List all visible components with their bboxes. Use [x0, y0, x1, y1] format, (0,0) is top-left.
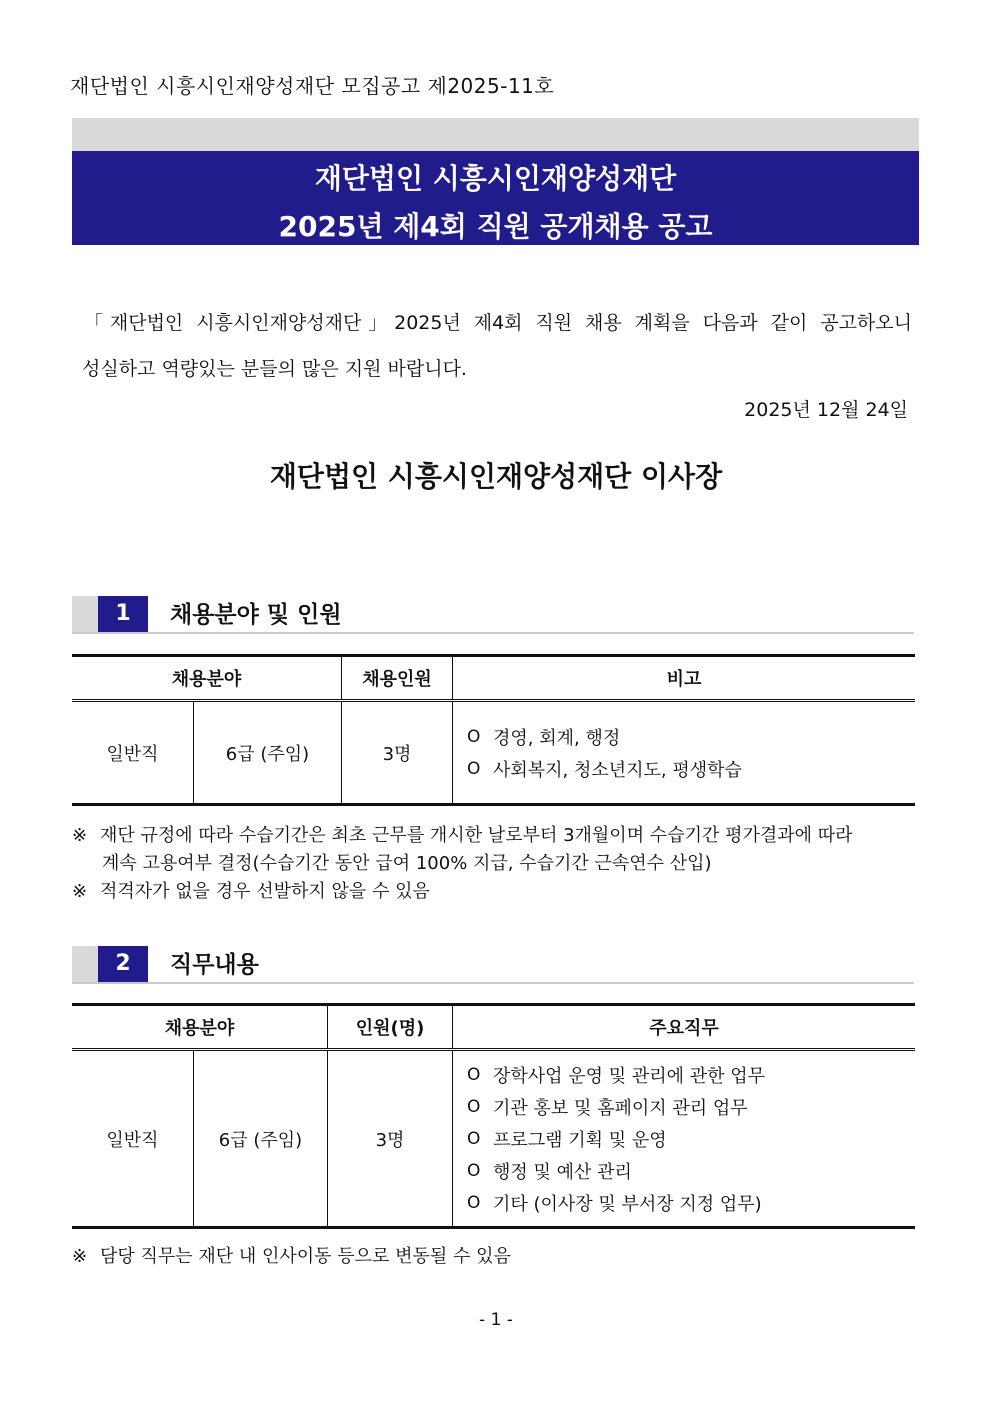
list-item [467, 1187, 915, 1219]
remark-text: 사회복지, 청소년지도, 평생학습 [493, 759, 742, 781]
cell-count: 3명 [328, 1050, 453, 1228]
list-item [467, 753, 915, 785]
section-2-header [72, 946, 914, 984]
duties-table [72, 1003, 915, 1229]
section-2-title: 직무내용 [170, 952, 259, 978]
cell-remarks [453, 701, 916, 805]
cell-grade: 6급 (주임) [194, 701, 342, 805]
table-row [72, 701, 915, 805]
page-number: - 1 - [479, 1310, 513, 1330]
header-main-duties: 주요직무 [453, 1005, 916, 1050]
footnote: ※ 재단 규정에 따라 수습기간은 최초 근무를 개시한 날로부터 3개월이며 수습기간 평가결과에 따라 [72, 822, 932, 850]
section-1-gray-tab [72, 596, 98, 632]
title-banner [72, 151, 919, 245]
bullet-icon: O [467, 1064, 481, 1085]
list-item [467, 1091, 915, 1123]
header-headcount: 인원(명) [328, 1005, 453, 1050]
cell-count: 3명 [342, 701, 453, 805]
announcement-date: 2025년 12월 24일 [744, 399, 908, 421]
footnote-continuation: 계속 고용여부 결정(수습기간 동안 급여 100% 지급, 수습기간 근속연수 산입) [102, 853, 712, 874]
remark-text: 경영, 회계, 행정 [493, 727, 621, 749]
duty-text: 프로그램 기획 및 운영 [493, 1129, 667, 1151]
footnote: ※ 적격자가 없을 경우 선발하지 않을 수 있음 [72, 878, 932, 906]
intro-line-1: 「재단법인 시흥시인재양성재단」2025년 제4회 직원 채용 계획을 다음과 같이 공고하오니 [84, 312, 912, 334]
banner-title-line2: 2025년 제4회 직원 공개채용 공고 [278, 210, 713, 243]
bullet-icon: O [467, 1192, 481, 1213]
footnote: 담당 직무는 재단 내 인사이동 등으로 변동될 수 있음 [100, 1246, 511, 1267]
signer: 재단법인 시흥시인재양성재단 이사장 [269, 460, 723, 493]
intro-line-2: 성실하고 역량있는 분들의 많은 지원 바랍니다. [82, 358, 467, 380]
announcement-number: 재단법인 시흥시인재양성재단 모집공고 제2025-11호 [70, 74, 555, 98]
cell-main-duties [453, 1050, 916, 1228]
section-1-title: 채용분야 및 인원 [170, 602, 342, 628]
bullet-icon: O [467, 1128, 481, 1149]
duty-text: 기관 홍보 및 홈페이지 관리 업무 [493, 1097, 748, 1119]
bullet-icon: O [467, 1160, 481, 1181]
header-remarks: 비고 [453, 656, 916, 701]
table-row [72, 1050, 915, 1228]
section-2-note [72, 1243, 932, 1271]
note-mark: ※ [72, 825, 88, 846]
header-count: 채용인원 [342, 656, 453, 701]
cell-category: 일반직 [72, 1050, 194, 1228]
duty-text: 기타 (이사장 및 부서장 지정 업무) [493, 1193, 762, 1215]
bullet-icon: O [467, 758, 481, 779]
section-1-number: 1 [98, 596, 148, 632]
duty-text: 행정 및 예산 관리 [493, 1161, 632, 1183]
list-item [467, 721, 915, 753]
intro-paragraph [82, 300, 912, 392]
section-1-header [72, 596, 914, 634]
duty-text: 장학사업 운영 및 관리에 관한 업무 [493, 1065, 766, 1087]
header-category: 채용분야 [72, 656, 342, 701]
list-item [467, 1155, 915, 1187]
section-2-gray-tab [72, 946, 98, 982]
bullet-icon: O [467, 726, 481, 747]
section-1-notes [72, 822, 932, 906]
recruitment-table [72, 654, 915, 806]
header-category: 채용분야 [72, 1005, 328, 1050]
note-mark: ※ [72, 881, 88, 902]
cell-grade: 6급 (주임) [194, 1050, 328, 1228]
list-item [467, 1059, 915, 1091]
section-2-number: 2 [98, 946, 148, 982]
list-item [467, 1123, 915, 1155]
banner-top-band [72, 118, 919, 151]
bullet-icon: O [467, 1096, 481, 1117]
cell-category: 일반직 [72, 701, 194, 805]
note-mark: ※ [72, 1246, 88, 1267]
banner-title-line1: 재단법인 시흥시인재양성재단 [314, 162, 677, 195]
